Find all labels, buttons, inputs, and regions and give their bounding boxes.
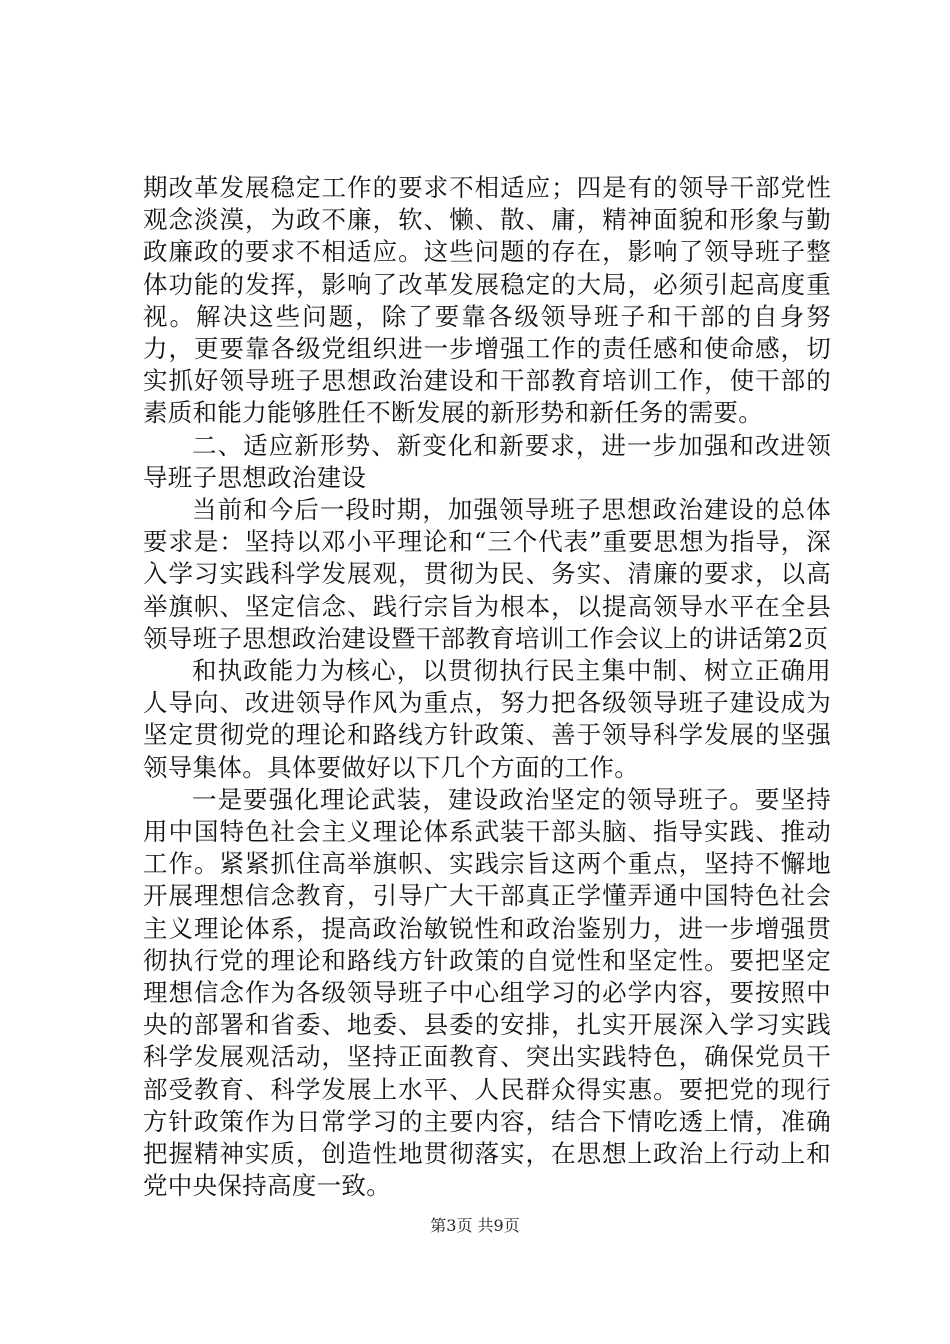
document-body [143,172,831,1203]
paragraph-3: 和执政能力为核心，以贯彻执行民主集中制、树立正确用人导向、改进领导作风为重点，努力把各级领导班子建设成为坚定贯彻党的理论和路线方针政策、善于领导科学发展的坚强领导集体。具体要做好以下几个方面的工作。 [143,656,831,782]
paragraph-2: 当前和今后一段时期，加强领导班子思想政治建设的总体要求是：坚持以邓小平理论和“三个代表”重要思想为指导，深入学习实践科学发展观，贯彻为民、务实、清廉的要求，以高举旗帜、坚定信念、践行宗旨为根本，以提高领导水平在全县领导班子思想政治建设暨干部教育培训工作会议上的讲话第2页 [143,495,831,653]
paragraph-4: 一是要强化理论武装，建设政治坚定的领导班子。要坚持用中国特色社会主义理论体系武装干部头脑、指导实践、推动工作。紧紧抓住高举旗帜、实践宗旨这两个重点，坚持不懈地开展理想信念教育，引导广大干部真正学懂弄通中国特色社会主义理论体系，提高政治敏锐性和政治鉴别力，进一步增强贯彻执行党的理论和路线方针政策的自觉性和坚定性。要把坚定理想信念作为各级领导班子中心组学习的必学内容，要按照中央的部署和省委、地委、县委的安排，扎实开展深入学习实践科学发展观活动，坚持正面教育、突出实践特色，确保党员干部受教育、科学发展上水平、人民群众得实惠。要把党的现行方针政策作为日常学习的主要内容，结合下情吃透上情，准确把握精神实质，创造性地贯彻落实，在思想上政治上行动上和党中央保持高度一致。 [143,784,831,1201]
paragraph-1: 期改革发展稳定工作的要求不相适应；四是有的领导干部党性观念淡漠，为政不廉，软、懒、散、庸，精神面貌和形象与勤政廉政的要求不相适应。这些问题的存在，影响了领导班子整体功能的发挥，影响了改革发展稳定的大局，必须引起高度重视。解决这些问题，除了要靠各级领导班子和干部的自身努力，更要靠各级党组织进一步增强工作的责任感和使命感，切实抓好领导班子思想政治建设和干部教育培训工作，使干部的素质和能力能够胜任不断发展的新形势和新任务的需要。 [143,173,831,428]
page-footer: 第3页 共9页 [430,1216,520,1235]
section-heading: 二、适应新形势、新变化和新要求，进一步加强和改进领导班子思想政治建设 [143,430,831,492]
